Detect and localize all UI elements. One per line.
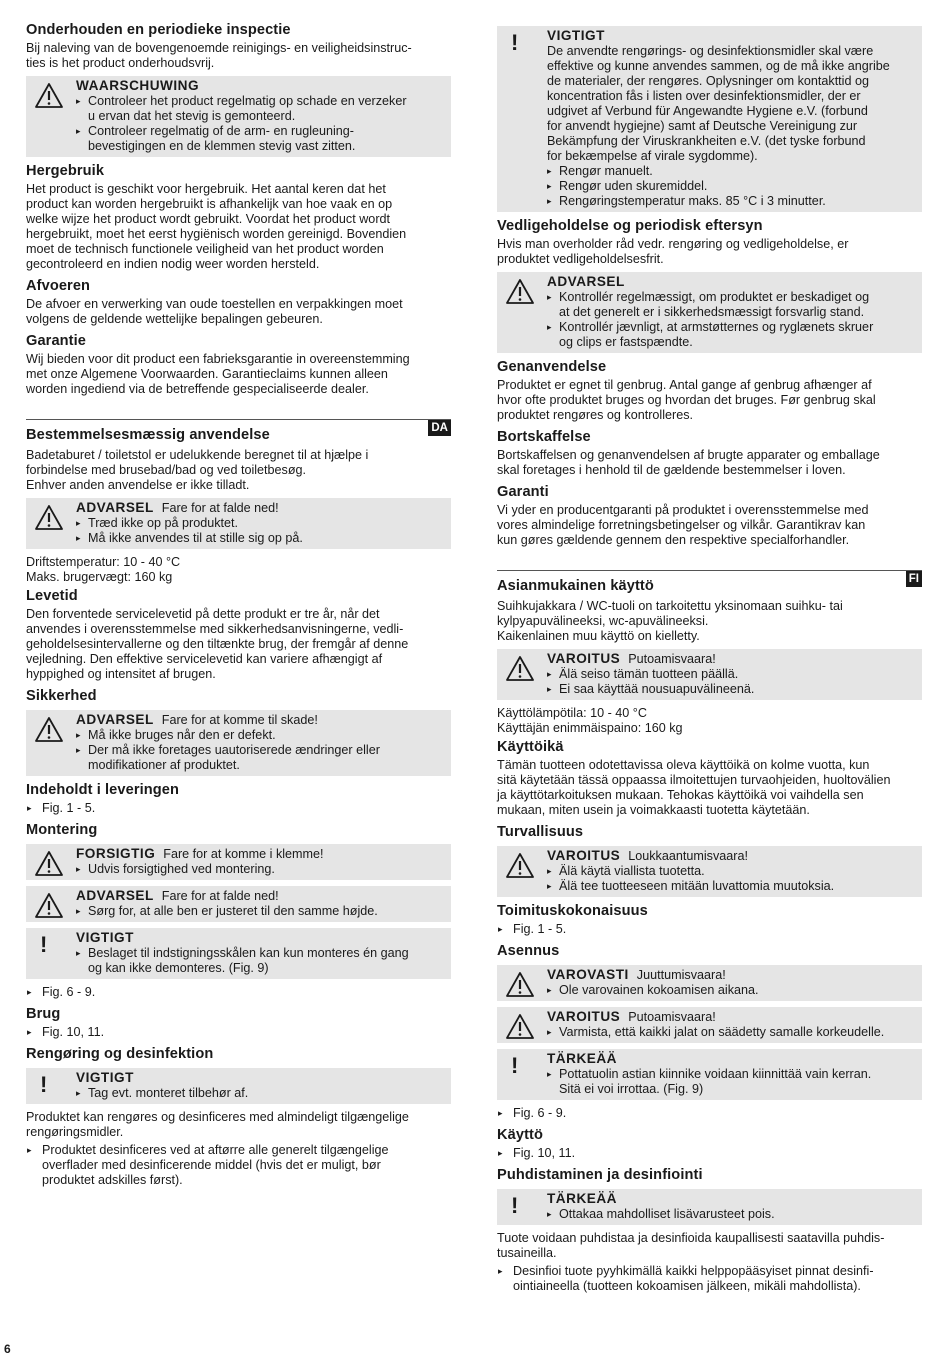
- bullet-item: ▸ Må ikke bruges når den er defekt.: [76, 728, 445, 743]
- notice-title: ADVARSEL: [76, 888, 154, 903]
- bullet-item: ▸ Produktet desinficeres ved at aftørre alle generelt tilgængelige overflader med desinficerende middel (hvis det er muligt, bør produktet adskilles først).: [26, 1143, 451, 1188]
- section-heading: Bortskaffelse: [497, 429, 591, 445]
- section-heading: Brug: [26, 1006, 61, 1022]
- bullet-item: ▸ Træd ikke op på produktet.: [76, 516, 445, 531]
- page-number: 6: [4, 1342, 11, 1356]
- bullet-item: ▸ Älä käytä viallista tuotetta.: [547, 864, 916, 879]
- paragraph: Het product is geschikt voor hergebruik. Het aantal keren dat het product kan worden hergebruikt is afhankelijk van hoe vaak en op welke wijze het product wordt gebruikt. Voordat het product wordt hergebruikt, moet het eerst hygiënisch worden gereinigd. Bovendien moet de technisch functionele veiligheid van het product worden gecontroleerd en indien nodig weer worden hersteld.: [26, 182, 407, 271]
- section-heading: Genanvendelse: [497, 359, 607, 375]
- bullet-item: ▸ Kontrollér regelmæssigt, om produktet er beskadiget og at det generelt er i sikkerhedsmæssigt forsvarlig stand.: [547, 290, 916, 320]
- notice-title: VAROVASTI: [547, 967, 629, 982]
- notice-title: FORSIGTIG: [76, 846, 156, 861]
- bullet-item: ▸ Der må ikke foretages uautoriserede ændringer eller modifikationer af produktet.: [76, 743, 445, 773]
- bullet-item: ▸ Controleer regelmatig of de arm- en rugleuning- bevestigingen en de klemmen stevig vast zitten.: [76, 124, 445, 154]
- paragraph: Vi yder en producentgaranti på produktet i overensstemmelse med vores almindelige forretningsbetingelser og vilkår. Garantikrav kan kun gøres gældende gennem den respektive specialforhandler.: [497, 503, 869, 547]
- warning-notice: [497, 846, 922, 897]
- exclamation-icon: !: [511, 1053, 519, 1078]
- warning-triangle-icon: [505, 852, 535, 880]
- important-notice: [497, 26, 922, 212]
- paragraph: Den forventede servicelevetid på dette produkt er tre år, når det anvendes i overensstemmelse med sikkerhedsanvisningerne, vedli- geholdelsesintervallerne og den tiltænkte brug, der fremgår af denne vejledning. Den effektive servicelevetid kan variere afhængigt af hyppighed og intensitet af brugen.: [26, 607, 409, 681]
- bullet-item: ▸ Controleer het product regelmatig op schade en verzeker u ervan dat het stevig is gemonteerd.: [76, 94, 445, 124]
- warning-triangle-icon: [34, 892, 64, 920]
- notice-description: Loukkaantumisvaara!: [628, 849, 748, 863]
- notice-title: ADVARSEL: [76, 500, 154, 515]
- bullet-item: ▸ Ole varovainen kokoamisen aikana.: [547, 983, 916, 998]
- paragraph: Badetaburet / toiletstol er udelukkende beregnet til at hjælpe i forbindelse med brusebad/bad og ved toiletbesøg. Enhver anden anvendelse er ikke tilladt.: [26, 448, 369, 492]
- important-notice: [26, 1068, 451, 1104]
- bullet-item: ▸ Pottatuolin astian kiinnike voidaan kiinnittää vain kerran. Sitä ei voi irrottaa. (Fig. 9): [547, 1067, 916, 1097]
- section-heading: Afvoeren: [26, 278, 91, 294]
- section-heading: Käyttöikä: [497, 739, 564, 755]
- warning-triangle-icon: [34, 850, 64, 878]
- language-badge: DA: [428, 420, 451, 436]
- section-heading: Asianmukainen käyttö: [497, 578, 654, 594]
- notice-title: VIGTIGT: [76, 1070, 134, 1085]
- bullet-item: ▸ Varmista, että kaikki jalat on säädetty samalle korkeudelle.: [547, 1025, 916, 1040]
- warning-triangle-icon: [505, 655, 535, 683]
- section-heading: Toimituskokonaisuus: [497, 903, 648, 919]
- notice-title: VAROITUS: [547, 1009, 621, 1024]
- notice-title: VIGTIGT: [76, 930, 134, 945]
- warning-triangle-icon: [34, 504, 64, 532]
- warning-notice: [26, 710, 451, 776]
- bullet-item: ▸ Fig. 1 - 5.: [497, 922, 922, 937]
- paragraph: Bortskaffelsen og genanvendelsen af brugte apparater og emballage skal foretages i henhold til de gældende bestemmelser i loven.: [497, 448, 880, 477]
- notice-title: TÄRKEÄÄ: [547, 1051, 617, 1066]
- warning-notice: [26, 76, 451, 157]
- notice-description: Putoamisvaara!: [628, 652, 716, 666]
- bullet-item: ▸ Ottakaa mahdolliset lisävarusteet pois.: [547, 1207, 916, 1222]
- language-divider: [497, 570, 922, 595]
- paragraph: Wij bieden voor dit product een fabrieksgarantie in overeenstemming met onze Algemene Voorwaarden. Garantieclaims kunnen alleen worden ingediend via de betreffende gespecialiseerde dealer.: [26, 352, 410, 396]
- bullet-item: ▸ Beslaget til indstigningsskålen kan kun monteres én gang og kan ikke demonteres. (Fig. 9): [76, 946, 445, 976]
- bullet-item: ▸ Ei saa käyttää nousuapuvälineenä.: [547, 682, 916, 697]
- warning-notice: [497, 272, 922, 353]
- notice-title: ADVARSEL: [76, 712, 154, 727]
- warning-triangle-icon: [505, 971, 535, 999]
- section-heading: Turvallisuus: [497, 824, 584, 840]
- notice-description: Juuttumisvaara!: [636, 968, 726, 982]
- section-heading: Bestemmelsesmæssig anvendelse: [26, 427, 270, 443]
- bullet-item: ▸ Fig. 1 - 5.: [26, 801, 451, 816]
- paragraph: Tämän tuotteen odotettavissa oleva käyttöikä on kolme vuotta, kun sitä käytetään tässä oppaassa ilmoitettujen turvaohjeiden, huoltovälien ja käyttötarkoituksen mukaan. Tehokas käyttöikä voi vaihdella sen mukaan, miten usein ja voimakkaasti tuotetta käytetään.: [497, 758, 891, 817]
- section-heading: Rengøring og desinfektion: [26, 1046, 214, 1062]
- notice-description: Fare for at komme til skade!: [161, 713, 318, 727]
- notice-title: TÄRKEÄÄ: [547, 1191, 617, 1206]
- notice-title: VAROITUS: [547, 848, 621, 863]
- exclamation-icon: !: [511, 1193, 519, 1218]
- specifications: Driftstemperatur: 10 - 40 °C Maks. brugervægt: 160 kg: [26, 555, 181, 584]
- section-heading: Sikkerhed: [26, 688, 97, 704]
- section-heading: Puhdistaminen ja desinfiointi: [497, 1167, 703, 1183]
- bullet-item: ▸ Kontrollér jævnligt, at armstøtternes og ryglænets skruer og clips er fastspændte.: [547, 320, 916, 350]
- notice-description: Fare for at falde ned!: [161, 889, 279, 903]
- section-heading: Montering: [26, 822, 98, 838]
- notice-title: VAROITUS: [547, 651, 621, 666]
- section-heading: Hergebruik: [26, 163, 105, 179]
- bullet-item: ▸ Fig. 10, 11.: [26, 1025, 451, 1040]
- bullet-item: ▸ Älä seiso tämän tuotteen päällä.: [547, 667, 916, 682]
- warning-triangle-icon: [505, 278, 535, 306]
- paragraph: De afvoer en verwerking van oude toestellen en verpakkingen moet volgens de geldende wettelijke bepalingen gebeuren.: [26, 297, 403, 326]
- warning-triangle-icon: [34, 716, 64, 744]
- exclamation-icon: !: [40, 1072, 48, 1097]
- specifications: Käyttölämpötila: 10 - 40 °C Käyttäjän enimmäispaino: 160 kg: [497, 706, 683, 735]
- bullet-item: ▸ Rengør manuelt.: [547, 164, 916, 179]
- section-heading: Asennus: [497, 943, 560, 959]
- bullet-item: ▸ Fig. 6 - 9.: [26, 985, 451, 1000]
- bullet-item: ▸ Sørg for, at alle ben er justeret til den samme højde.: [76, 904, 445, 919]
- paragraph: Produktet er egnet til genbrug. Antal gange af genbrug afhænger af hvor ofte produktet bruges og hvordan det bruges. Før genbrug skal produktet rengøres og kontrolleres.: [497, 378, 876, 422]
- bullet-item: ▸ Må ikke anvendes til at stille sig op på.: [76, 531, 445, 546]
- important-notice: [26, 928, 451, 979]
- warning-triangle-icon: [505, 1013, 535, 1041]
- bullet-item: ▸ Tag evt. monteret tilbehør af.: [76, 1086, 445, 1101]
- notice-title: WAARSCHUWING: [76, 78, 200, 93]
- bullet-item: ▸ Rengør uden skuremiddel.: [547, 179, 916, 194]
- bullet-item: ▸ Fig. 10, 11.: [497, 1146, 922, 1161]
- caution-notice: [26, 844, 451, 880]
- important-notice: [497, 1049, 922, 1100]
- warning-notice: [497, 1007, 922, 1043]
- important-notice: [497, 1189, 922, 1225]
- warning-notice: [26, 886, 451, 922]
- bullet-item: ▸ Fig. 6 - 9.: [497, 1106, 922, 1121]
- notice-text: De anvendte rengørings- og desinfektionsmidler skal være effektive og kunne anvendes sammen, og de må ikke angribe de materialer, der rengøres. Oplysninger om kontakttid og koncentration fås i listen over desinfektionsmidler, der er udgivet af Verbund für Angewandte Hygiene e.V. (forbund for anvendt hygiejne) samt af Deutsche Vereinigung zur Bekämpfung der Viruskrankheiten e.V. (det tyske forbund for bekæmpelse af virale sygdomme).: [547, 44, 890, 163]
- section-heading: Käyttö: [497, 1127, 544, 1143]
- section-heading: Levetid: [26, 588, 78, 604]
- section-heading: Onderhouden en periodieke inspectie: [26, 22, 291, 38]
- notice-description: Fare for at falde ned!: [161, 501, 279, 515]
- notice-title: VIGTIGT: [547, 28, 605, 43]
- right-column: [497, 22, 922, 1294]
- bullet-item: ▸ Älä tee tuotteeseen mitään luvattomia muutoksia.: [547, 879, 916, 894]
- bullet-item: ▸ Udvis forsigtighed ved montering.: [76, 862, 445, 877]
- paragraph: Hvis man overholder råd vedr. rengøring og vedligeholdelse, er produktet vedligeholdelsesfrit.: [497, 237, 849, 266]
- exclamation-icon: !: [40, 932, 48, 957]
- caution-notice: [497, 965, 922, 1001]
- left-column: [26, 22, 451, 1188]
- paragraph: Suihkujakkara / WC-tuoli on tarkoitettu yksinomaan suihku- tai kylpyapuvälineeksi, wc-apuvälineeksi. Kaikenlainen muu käyttö on kielletty.: [497, 599, 843, 643]
- notice-description: Putoamisvaara!: [628, 1010, 716, 1024]
- warning-notice: [26, 498, 451, 549]
- language-divider: [26, 419, 451, 444]
- warning-triangle-icon: [34, 82, 64, 110]
- section-heading: Vedligeholdelse og periodisk eftersyn: [497, 218, 763, 234]
- notice-title: ADVARSEL: [547, 274, 625, 289]
- bullet-item: ▸ Desinfioi tuote pyyhkimällä kaikki helppopääsyiset pinnat desinfi- ointiaineella (tuotteen kokoamisen jälkeen, mikäli mahdollista).: [497, 1264, 922, 1294]
- paragraph: Produktet kan rengøres og desinficeres med almindeligt tilgængelige rengøringsmidler.: [26, 1110, 409, 1139]
- language-badge: FI: [906, 571, 922, 587]
- bullet-item: ▸ Rengøringstemperatur maks. 85 °C i 3 minutter.: [547, 194, 916, 209]
- paragraph: Tuote voidaan puhdistaa ja desinfioida kaupallisesti saatavilla puhdis- tusaineilla.: [497, 1231, 885, 1260]
- section-heading: Garanti: [497, 484, 549, 500]
- notice-description: Fare for at komme i klemme!: [163, 847, 324, 861]
- exclamation-icon: !: [511, 30, 519, 55]
- warning-notice: [497, 649, 922, 700]
- section-heading: Garantie: [26, 333, 87, 349]
- section-heading: Indeholdt i leveringen: [26, 782, 180, 798]
- paragraph: Bij naleving van de bovengenoemde reinigings- en veiligheidsinstruc- ties is het product onderhoudsvrij.: [26, 41, 412, 70]
